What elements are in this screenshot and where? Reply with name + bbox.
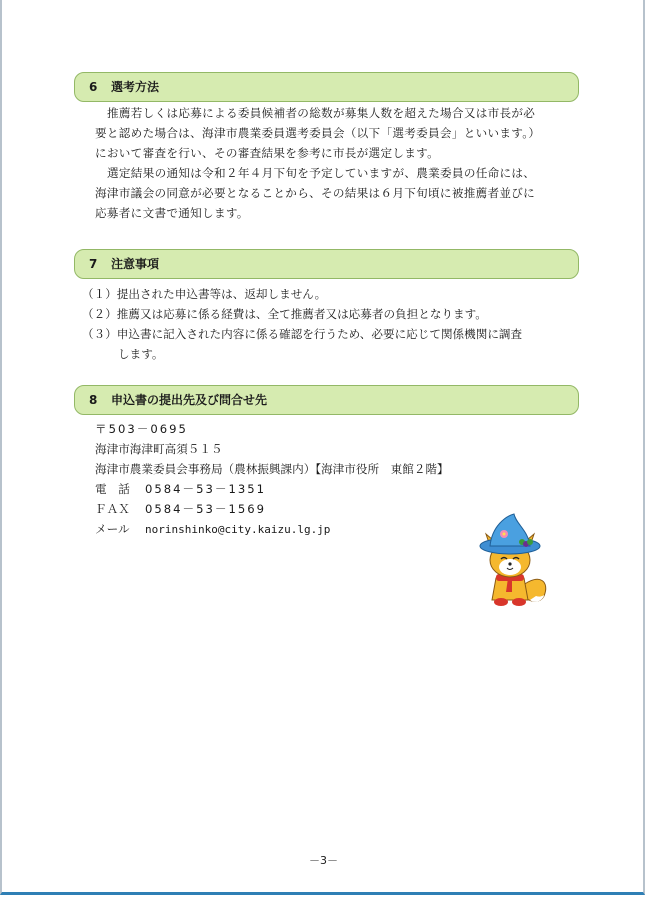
section-7-number: 7 [89,257,98,271]
section-6-number: 6 [89,80,98,94]
section-6-para1-line1: 推薦若しくは応募による委員候補者の総数が募集人数を超えた場合又は市長が必 [107,106,536,120]
notice-item-3: （３）申込書に記入された内容に係る確認を行うため、必要に応じて関係機関に調査 [82,327,523,341]
postal-code: 〒503－0695 [95,422,188,436]
phone-line [95,480,266,500]
office-name: 海津市農業委員会事務局（農林振興課内）【海津市役所 東館２階】 [95,462,449,476]
fox-mascot-icon [470,512,552,610]
section-8-title: 申込書の提出先及び問合せ先 [111,393,268,407]
section-6-para1-line3: において審査を行い、その審査結果を参考に市長が選定します。 [95,146,439,160]
fax-number: 0584－53－1569 [145,502,266,516]
section-6-para1-line2: 要と認めた場合は、海津市農業委員選考委員会（以下「選考委員会」といいます。） [95,126,541,140]
mail-label: メール [95,522,130,536]
section-6-para2-line1: 選定結果の通知は令和２年４月下旬を予定していますが、農業委員の任命には、 [107,166,536,180]
section-7-title: 注意事項 [111,257,160,271]
section-6-para2-line3: 応募者に文書で通知します。 [95,206,249,220]
notice-item-1: （１）提出された申込書等は、返却しません。 [82,287,327,301]
section-8-number: 8 [89,393,98,407]
mail-address[interactable]: norinshinko@city.kaizu.lg.jp [145,523,331,536]
fax-line [95,500,266,520]
mail-line [95,520,330,540]
fax-label: ＦＡＸ [95,502,130,516]
phone-label: 電 話 [95,482,130,496]
section-6-para2-line2: 海津市議会の同意が必要となることから、その結果は６月下旬頃に被推薦者並びに [95,186,536,200]
page-number: －3－ [309,854,338,867]
phone-number: 0584－53－1351 [145,482,266,496]
section-7-header [74,249,579,279]
section-6-title: 選考方法 [111,80,160,94]
notice-item-2: （２）推薦又は応募に係る経費は、全て推薦者又は応募者の負担となります。 [82,307,487,321]
section-6-header [74,72,579,102]
section-8-header [74,385,579,415]
address: 海津市海津町高須５１５ [95,442,223,456]
notice-item-3-cont: します。 [118,347,164,361]
